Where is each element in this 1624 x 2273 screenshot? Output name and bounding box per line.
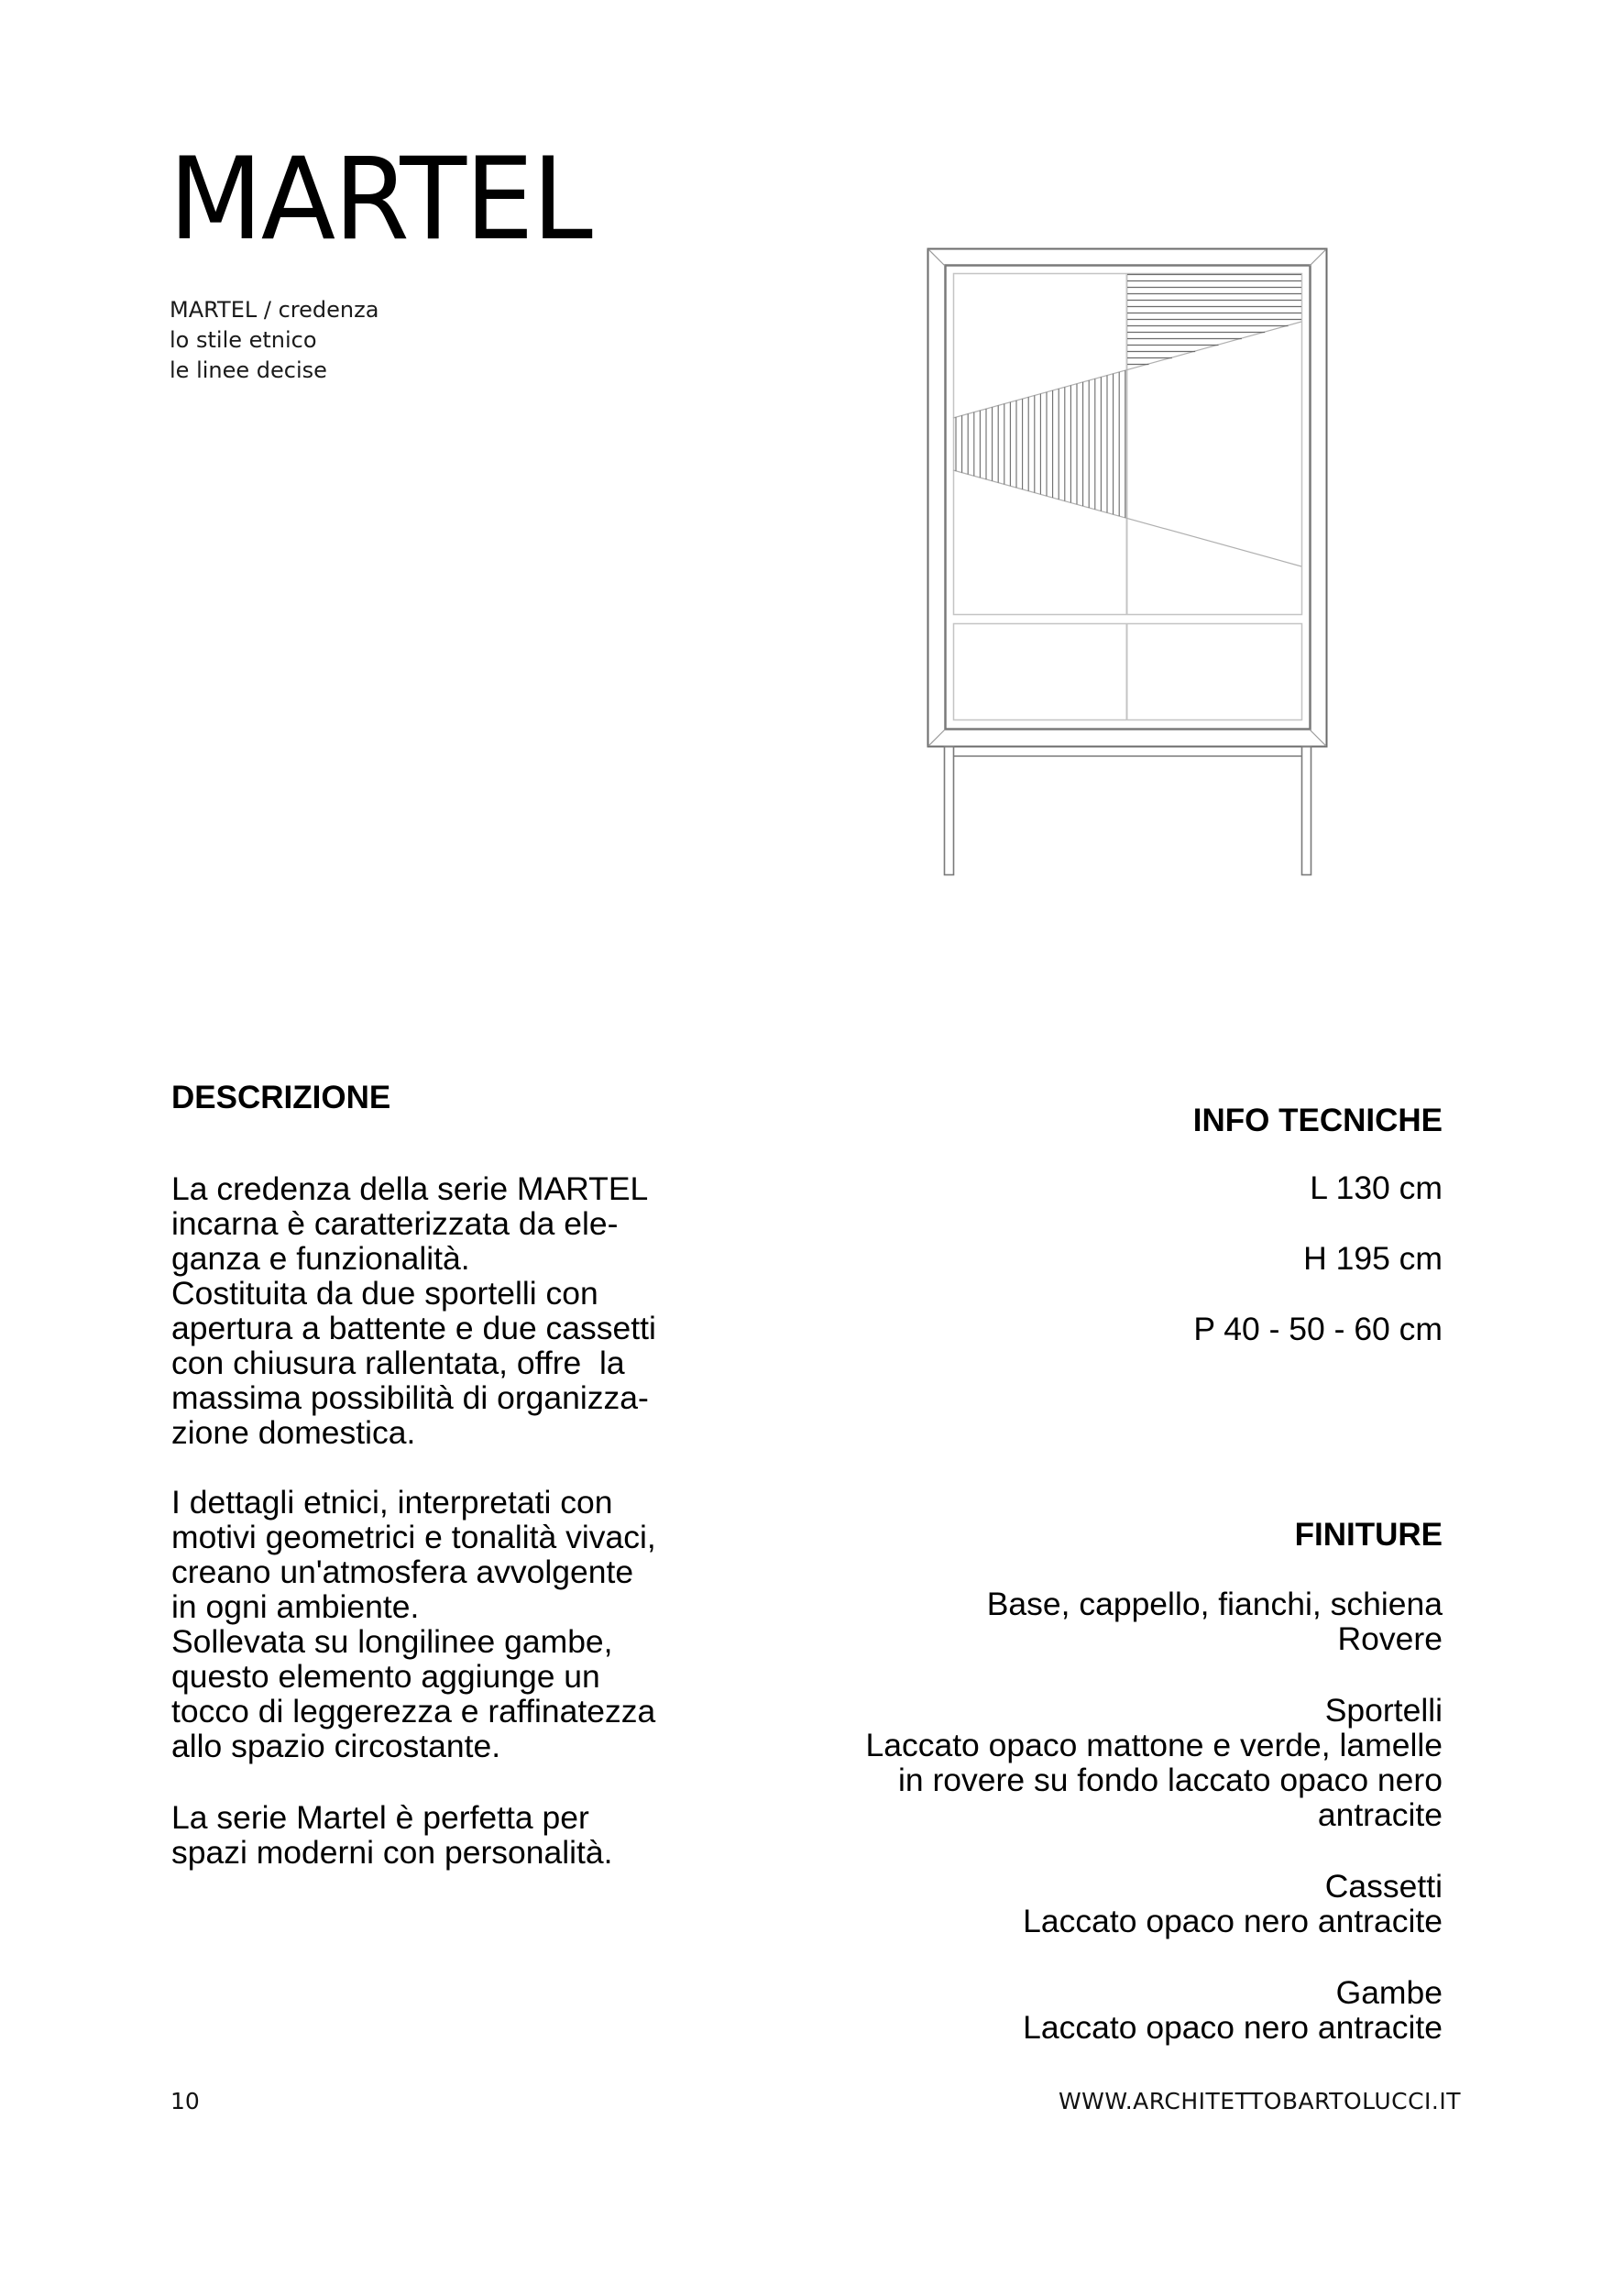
chamfer-line xyxy=(928,249,945,266)
text-line: La credenza della serie MARTEL xyxy=(171,1170,649,1207)
text-line: Sollevata su longilinee gambe, xyxy=(171,1623,613,1660)
subtitle-line: MARTEL / credenza xyxy=(170,297,379,323)
description-paragraph xyxy=(171,1485,656,1763)
chamfer-line xyxy=(1310,730,1326,746)
product-title: MARTEL xyxy=(169,134,591,266)
subtitle-line: le linee decise xyxy=(170,357,327,383)
text-line: La serie Martel è perfetta per xyxy=(171,1799,589,1836)
text-line: con chiusura rallentata, offre la xyxy=(171,1345,625,1381)
finish-value: Laccato opaco nero antracite xyxy=(1023,2009,1443,2046)
description-heading: DESCRIZIONE xyxy=(171,1080,391,1115)
finish-value: Rovere xyxy=(1337,1620,1443,1657)
finish-group-doors xyxy=(865,1693,1443,1832)
text-line: incarna è caratterizzata da ele- xyxy=(171,1205,619,1242)
subtitle-line: lo stile etnico xyxy=(170,327,317,353)
website-link[interactable]: WWW.ARCHITETTOBARTOLUCCI.IT xyxy=(1058,2088,1461,2114)
chamfer-line xyxy=(1310,249,1326,266)
text-line: questo elemento aggiunge un xyxy=(171,1658,600,1695)
vertical-slats xyxy=(956,370,1125,518)
credenza-drawing xyxy=(0,0,1624,917)
finish-group-drawers xyxy=(865,1869,1443,1938)
finish-value: antracite xyxy=(1317,1796,1443,1833)
description-paragraph xyxy=(171,1171,656,1450)
page-number: 10 xyxy=(170,2088,200,2114)
description-paragraph xyxy=(171,1800,613,1870)
text-line: spazi moderni con personalità. xyxy=(171,1834,613,1871)
info-tecniche-heading: INFO TECNICHE xyxy=(1192,1103,1443,1138)
dimensions-list xyxy=(1193,1170,1443,1382)
finiture-list xyxy=(865,1587,1443,2081)
text-line: massima possibilità di organizza- xyxy=(171,1379,649,1416)
text-line: motivi geometrici e tonalità vivaci, xyxy=(171,1519,656,1555)
finish-group-structure xyxy=(865,1587,1443,1656)
finish-label: Base, cappello, fianchi, schiena xyxy=(986,1586,1443,1622)
text-line: apertura a battente e due cassetti xyxy=(171,1310,656,1346)
text-line: in ogni ambiente. xyxy=(171,1588,420,1625)
text-line: tocco di leggerezza e raffinatezza xyxy=(171,1693,656,1729)
chamfer-line xyxy=(928,730,945,746)
text-line: zione domestica. xyxy=(171,1414,416,1451)
finish-label: Sportelli xyxy=(1324,1692,1443,1729)
finish-label: Gambe xyxy=(1335,1974,1443,2011)
finish-value: Laccato opaco mattone e verde, lamelle xyxy=(865,1727,1443,1763)
text-line: Costituita da due sportelli con xyxy=(171,1275,598,1312)
text-line: allo spazio circostante. xyxy=(171,1728,501,1764)
text-line: I dettagli etnici, interpretati con xyxy=(171,1484,613,1521)
text-line: creano un'atmosfera avvolgente xyxy=(171,1554,634,1590)
text-line: ganza e funzionalità. xyxy=(171,1240,470,1277)
horizontal-slats xyxy=(1127,275,1301,365)
leg-right xyxy=(1302,747,1311,875)
finish-label: Cassetti xyxy=(1324,1868,1443,1905)
finish-group-legs xyxy=(865,1975,1443,2045)
leg-left xyxy=(945,747,954,875)
dimension-width: L 130 cm xyxy=(1310,1169,1443,1206)
dimension-height: H 195 cm xyxy=(1303,1240,1443,1277)
dimension-depth: P 40 - 50 - 60 cm xyxy=(1193,1311,1443,1347)
finish-value: in rovere su fondo laccato opaco nero xyxy=(897,1762,1443,1798)
finish-value: Laccato opaco nero antracite xyxy=(1023,1903,1443,1939)
finiture-heading: FINITURE xyxy=(1294,1517,1443,1553)
